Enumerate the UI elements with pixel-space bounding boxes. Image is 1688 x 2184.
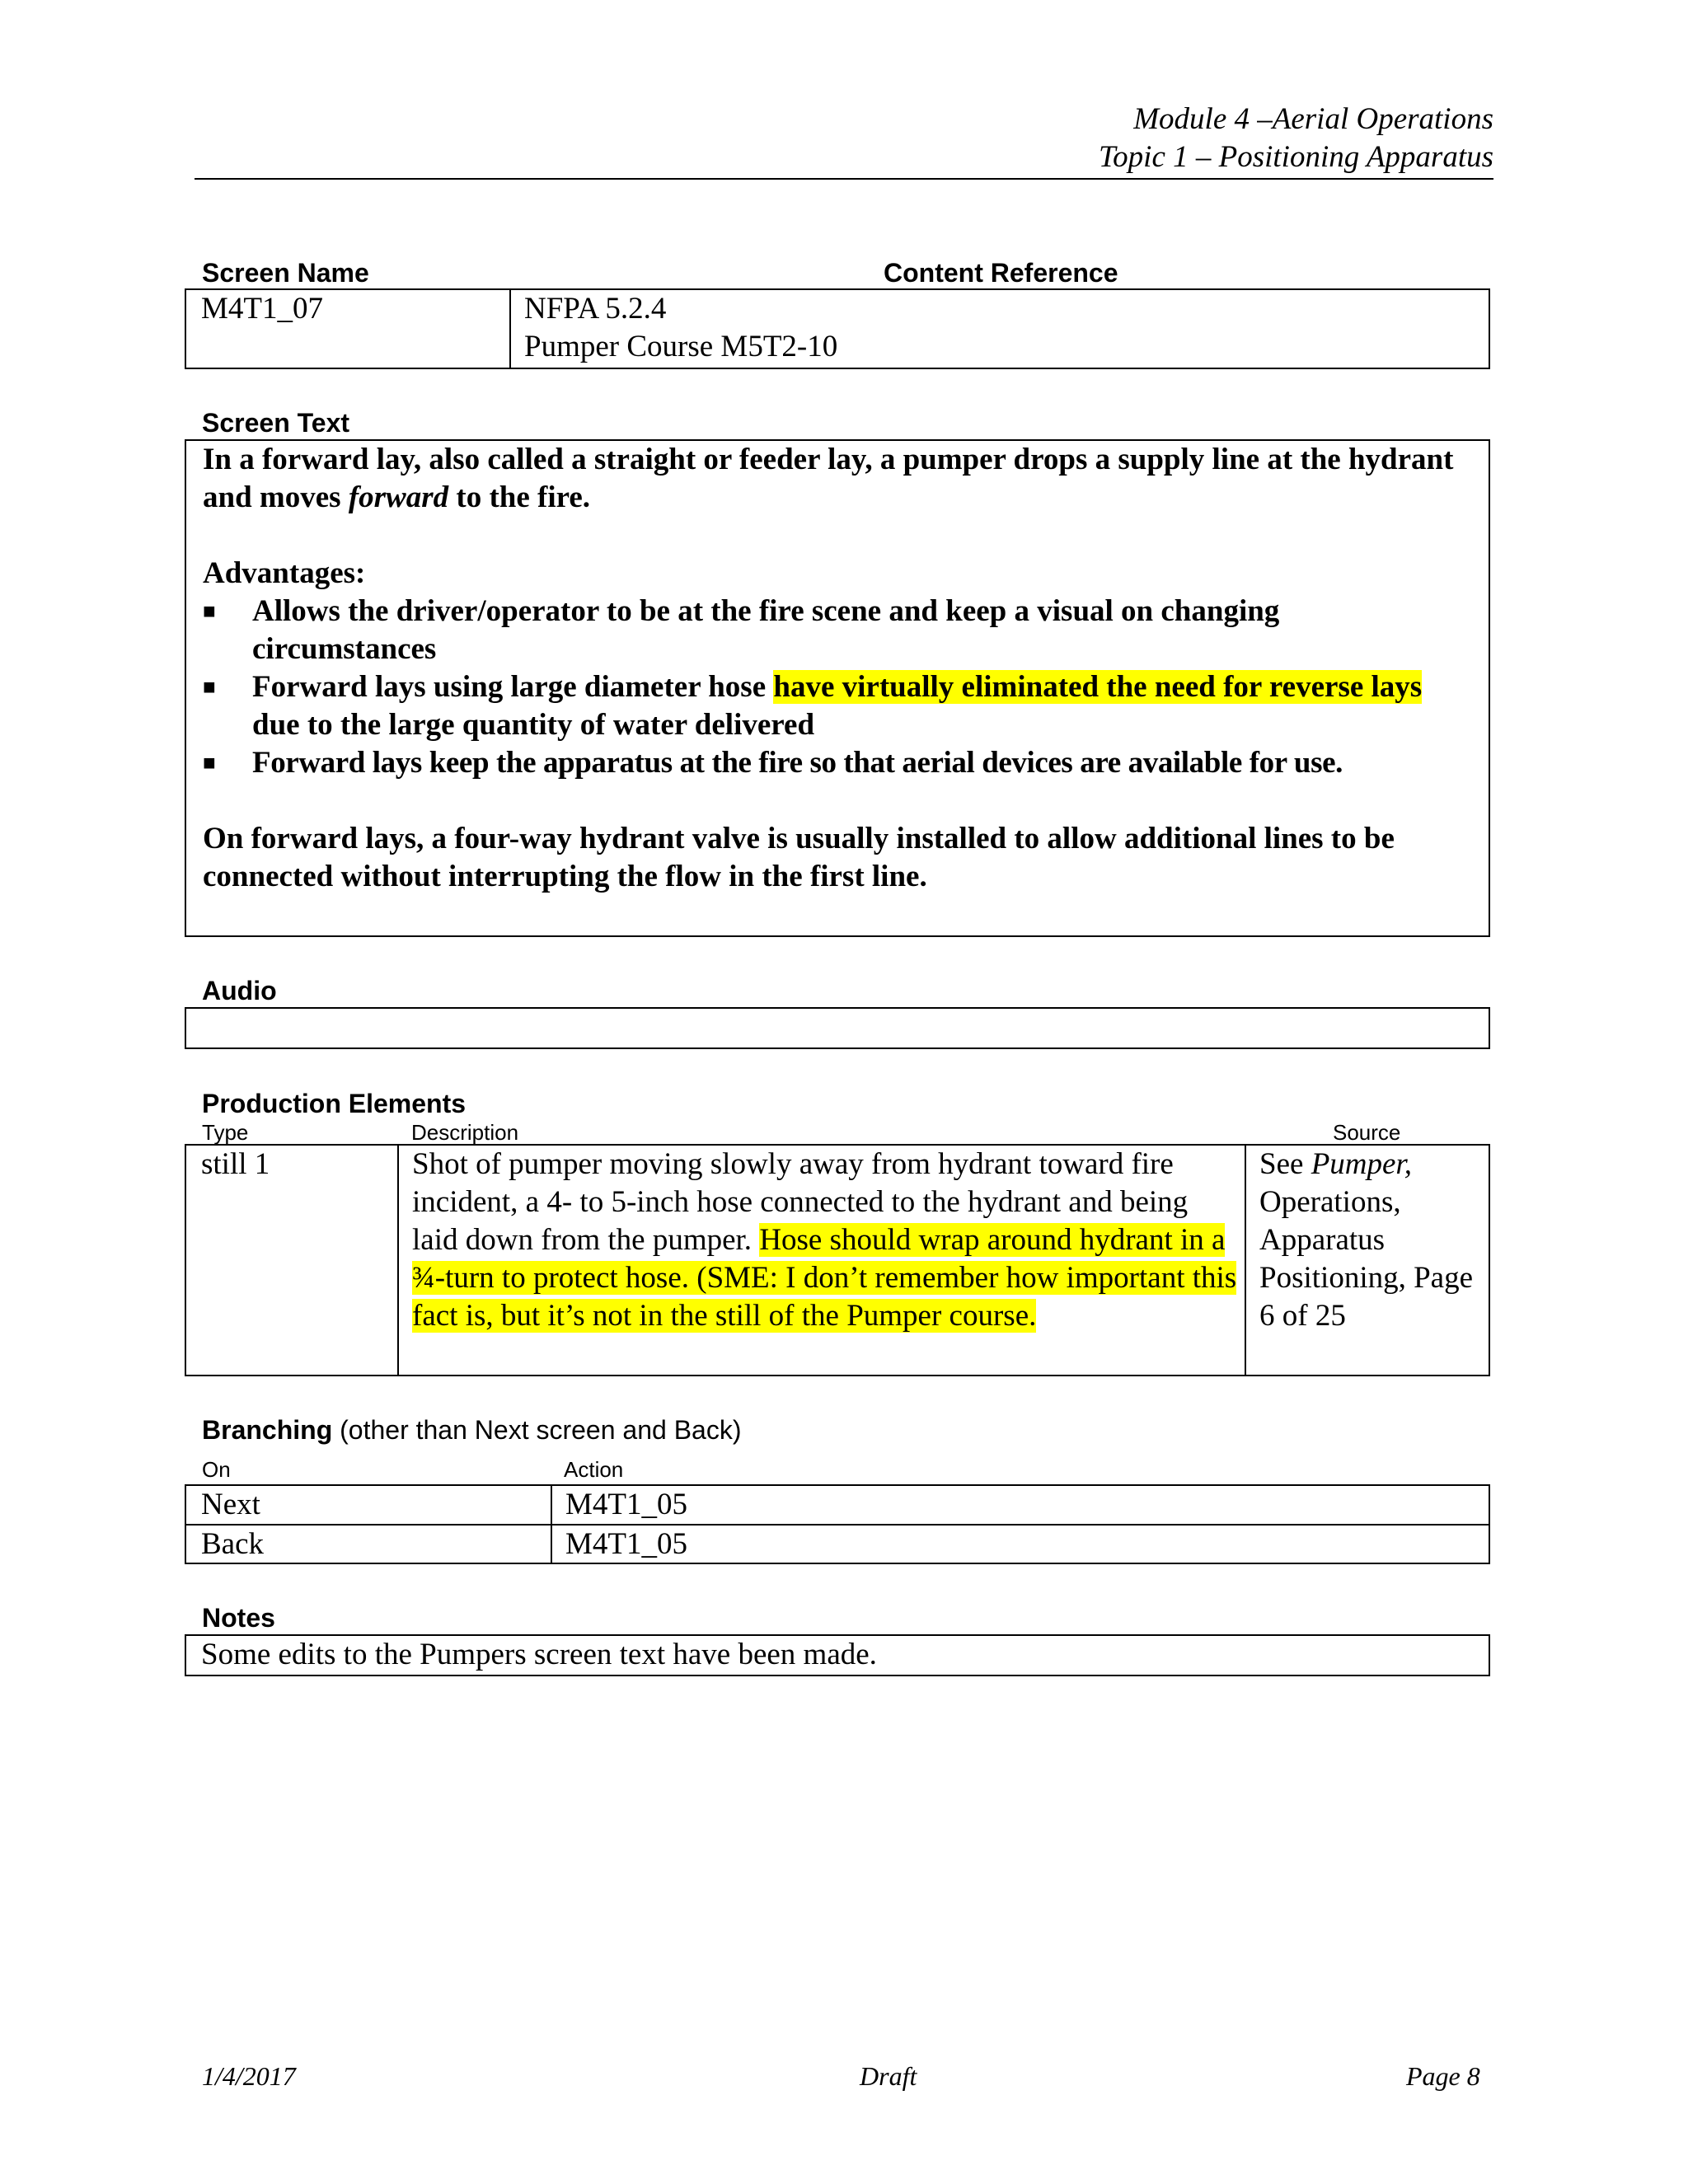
screen-text-box <box>185 439 1490 937</box>
content-reference-line2: Pumper Course M5T2-10 <box>524 330 838 363</box>
branching-action: M4T1_05 <box>551 1486 1489 1524</box>
notes-label: Notes <box>202 1603 275 1633</box>
advantage-item: ■ Forward lays using large diameter hose have virtually eliminated the need for reverse lays due to the large quantity of water delivered <box>203 668 1470 744</box>
action-column-header: Action <box>564 1457 624 1482</box>
screen-name-label: Screen Name <box>202 258 369 288</box>
screen-name-value: M4T1_07 <box>201 292 323 326</box>
advantages-list <box>203 593 1470 782</box>
element-source: See Pumper, Operations, Apparatus Positioning, Page 6 of 25 <box>1245 1146 1489 1375</box>
branching-action: M4T1_05 <box>551 1526 1489 1564</box>
branching-on: Back <box>201 1527 265 1561</box>
advantage-item: ■ Allows the driver/operator to be at the fire scene and keep a visual on changing circumstances <box>203 593 1470 668</box>
screen-text-closing: On forward lays, a four-way hydrant valve is usually installed to allow additional lines to be connected without interrupting the flow in the first line. <box>203 822 1395 893</box>
description-column-header: Description <box>411 1120 519 1145</box>
notes-box: Some edits to the Pumpers screen text have been made. <box>185 1634 1490 1676</box>
audio-label: Audio <box>202 976 277 1005</box>
topic-title: Topic 1 – Positioning Apparatus <box>1098 140 1493 174</box>
advantages-heading: Advantages: <box>203 556 366 590</box>
branching-row <box>186 1486 1489 1526</box>
element-type: still 1 <box>201 1147 270 1181</box>
branching-label-suffix: (other than Next screen and Back) <box>332 1415 742 1445</box>
on-column-header: On <box>202 1457 231 1482</box>
content-reference-cell <box>509 290 1489 368</box>
branching-row <box>186 1526 1489 1564</box>
highlighted-text: Hose should wrap around hydrant in a ¾-turn to protect hose. (SME: I don’t remember how important this fact is, but it’s not in the still of the Pumper course. <box>412 1223 1237 1333</box>
element-description: Shot of pumper moving slowly away from hydrant toward fire incident, a 4- to 5-inch hose connected to the hydrant and being laid down from the pumper. Hose should wrap around hydrant in a ¾-turn to protect hose. (SME: I don’t remember how important this fact is, but it’s not in the still of the Pumper course. <box>397 1146 1245 1375</box>
intro-emphasis: forward <box>348 480 449 514</box>
branching-on: Next <box>201 1488 260 1521</box>
content-reference-line1: NFPA 5.2.4 <box>524 292 667 326</box>
audio-box <box>185 1007 1490 1049</box>
branching-table <box>185 1484 1490 1564</box>
production-elements-table <box>185 1144 1490 1376</box>
content-reference-label: Content Reference <box>884 258 1118 288</box>
footer-status: Draft <box>860 2061 917 2091</box>
source-column-header: Source <box>1333 1120 1401 1145</box>
branching-label: Branching (other than Next screen and Back) <box>202 1415 742 1445</box>
type-column-header: Type <box>202 1120 249 1145</box>
production-elements-label: Production Elements <box>202 1089 467 1118</box>
screen-text-label: Screen Text <box>202 408 350 438</box>
module-title: Module 4 –Aerial Operations <box>1133 102 1493 136</box>
screen-info-table <box>185 288 1490 369</box>
screen-text-intro: In a forward lay, also called a straight or feeder lay, a pumper drops a supply line at the hydrant and moves forward to the fire. <box>203 443 1454 514</box>
footer-date: 1/4/2017 <box>202 2061 296 2091</box>
highlighted-text: have virtually eliminated the need for reverse lays <box>773 670 1423 704</box>
advantage-item: ■ Forward lays keep the apparatus at the fire so that aerial devices are available for use. <box>203 744 1470 782</box>
header-rule <box>195 178 1493 180</box>
footer-page: Page 8 <box>1406 2061 1480 2091</box>
source-emphasis: Pumper, <box>1311 1147 1412 1181</box>
